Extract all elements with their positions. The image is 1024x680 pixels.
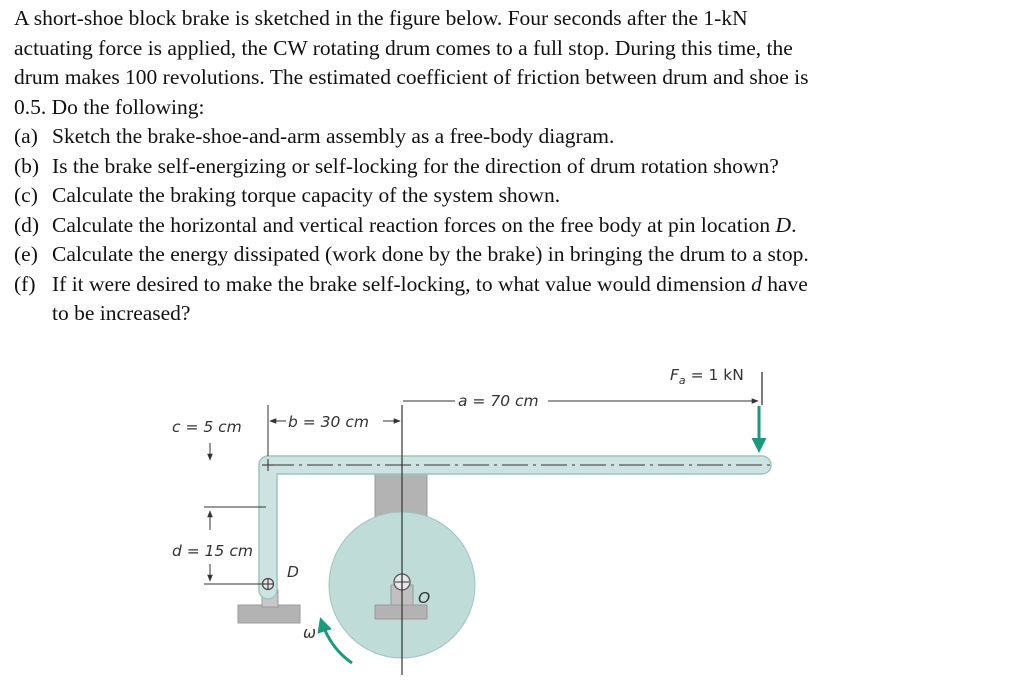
force-value: = 1 kN <box>685 366 744 384</box>
force-symbol: F <box>670 366 679 384</box>
force-label <box>670 366 744 387</box>
intro-line-4: 0.5. Do the following: <box>14 94 205 119</box>
part-c-label: (c) <box>14 183 38 207</box>
b-dimension-label: b = 30 cm <box>288 413 369 431</box>
part-c-text: Calculate the braking torque capacity of the system shown. <box>52 183 561 207</box>
part-d-label: (d) <box>14 212 40 237</box>
part-d-emph: D <box>775 212 792 237</box>
pin-d-ground <box>238 605 300 623</box>
omega-label: ω <box>303 624 316 642</box>
part-b-text: Is the brake self-energizing or self-locking for the direction of drum rotation shown? <box>52 153 779 178</box>
part-f-emph: d <box>751 271 762 296</box>
pin-d-label: D <box>287 563 299 581</box>
drum-center-label: O <box>418 589 431 607</box>
part-e-text: Calculate the energy dissipated (work done by the brake) in bringing the drum to a stop. <box>52 242 809 266</box>
drum-bearing-base <box>375 605 427 619</box>
intro-line-1: A short-shoe block brake is sketched in the figure below. Four seconds after the 1-kN <box>14 6 748 30</box>
part-f-continued-text: to be increased? <box>52 301 191 325</box>
force-subscript: a <box>678 374 686 387</box>
part-e-label: (e) <box>14 242 38 266</box>
part-f-label: (f) <box>14 271 36 296</box>
part-f-tail: have <box>761 271 808 296</box>
a-dimension-label: a = 70 cm <box>458 392 539 410</box>
c-dimension-label: c = 5 cm <box>172 418 242 436</box>
part-a-text: Sketch the brake-shoe-and-arm assembly as a free-body diagram. <box>52 124 615 148</box>
d-dimension-label: d = 15 cm <box>172 542 253 560</box>
part-f-text: If it were desired to make the brake self-locking, to what value would dimension <box>52 271 752 296</box>
intro-line-3: drum makes 100 revolutions. The estimated coefficient of friction between drum and shoe is <box>14 65 809 89</box>
part-d-text: Calculate the horizontal and vertical reaction forces on the free body at pin location <box>52 212 776 237</box>
part-d-tail: . <box>791 212 797 237</box>
part-b-label: (b) <box>14 153 40 178</box>
part-a-label: (a) <box>14 124 38 148</box>
intro-line-2: actuating force is applied, the CW rotating drum comes to a full stop. During this time, the <box>14 35 793 60</box>
